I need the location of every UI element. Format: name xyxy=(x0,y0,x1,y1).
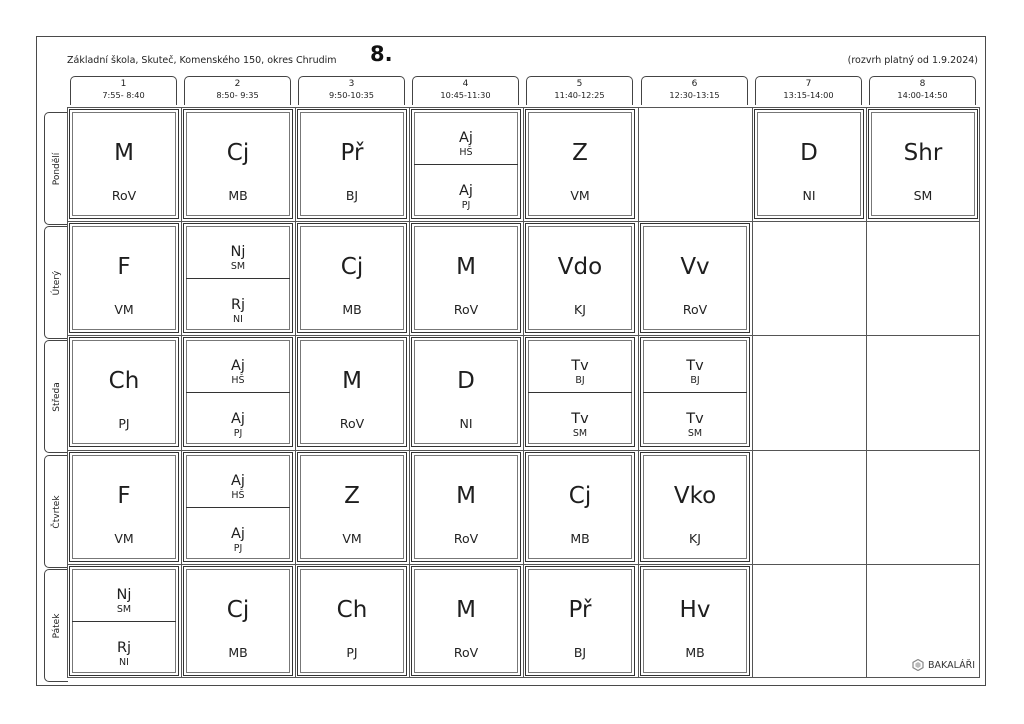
lesson-cell xyxy=(297,452,407,562)
group-teacher: BJ xyxy=(690,375,700,386)
lesson-teacher: NI xyxy=(459,416,473,431)
lesson-subject: D xyxy=(800,140,818,166)
day-name: Středa xyxy=(51,381,62,412)
lesson-subject: M xyxy=(456,254,476,280)
lesson-cell xyxy=(69,337,179,447)
brand-label: BAKALÁŘI xyxy=(928,659,975,671)
lesson-cell xyxy=(411,452,521,562)
lesson-teacher: RoV xyxy=(453,531,479,546)
group-divider xyxy=(186,278,290,279)
day-name: Čtvrtek xyxy=(51,494,62,529)
lesson-teacher: KJ xyxy=(574,302,586,317)
lesson-cell xyxy=(640,566,750,676)
group-subject: Rj xyxy=(116,640,132,656)
day-name: Úterý xyxy=(51,270,62,295)
period-time: 14:00-14:50 xyxy=(897,90,948,100)
period-time: 12:30-13:15 xyxy=(669,90,720,100)
split-lesson-cell xyxy=(411,109,521,219)
period-number: 3 xyxy=(348,79,355,89)
day-label-5 xyxy=(44,569,68,682)
group-divider xyxy=(643,392,747,393)
day-name: Pondělí xyxy=(51,152,62,185)
lesson-teacher: MB xyxy=(570,531,590,546)
lesson-subject: M xyxy=(456,483,476,509)
grid-col-line xyxy=(752,107,753,678)
group-teacher: SM xyxy=(687,428,703,439)
lesson-subject: Ch xyxy=(108,368,140,394)
period-number: 7 xyxy=(805,79,812,89)
lesson-teacher: BJ xyxy=(573,645,587,660)
group-subject: Tv xyxy=(571,411,589,427)
validity-note: (rozvrh platný od 1.9.2024) xyxy=(847,55,978,66)
group-subject: Rj xyxy=(230,297,246,313)
group-teacher: PJ xyxy=(233,543,243,554)
group-subject: Aj xyxy=(459,183,473,199)
group-teacher: NI xyxy=(233,314,243,325)
grid-col-line xyxy=(409,107,410,678)
lesson-cell xyxy=(411,337,521,447)
period-header-6 xyxy=(641,76,748,105)
lesson-cell xyxy=(868,109,978,219)
lesson-teacher: RoV xyxy=(682,302,708,317)
group-subject: Nj xyxy=(230,244,246,260)
lesson-subject: Shr xyxy=(903,140,943,166)
lesson-cell xyxy=(411,566,521,676)
lesson-teacher: VM xyxy=(342,531,362,546)
grid-col-line xyxy=(866,107,867,678)
grid-col-line xyxy=(295,107,296,678)
lesson-cell xyxy=(754,109,864,219)
day-name: Pátek xyxy=(51,613,62,638)
lesson-cell xyxy=(640,452,750,562)
lesson-subject: Ch xyxy=(336,597,368,623)
period-header-7 xyxy=(755,76,862,105)
lesson-subject: M xyxy=(114,140,134,166)
group-teacher: PJ xyxy=(461,200,471,211)
lesson-subject: Vv xyxy=(680,254,710,280)
lesson-teacher: SM xyxy=(913,188,933,203)
split-lesson-cell xyxy=(525,337,635,447)
lesson-subject: Př xyxy=(568,597,592,623)
group-divider xyxy=(528,392,632,393)
period-header-8 xyxy=(869,76,976,105)
period-time: 13:15-14:00 xyxy=(783,90,834,100)
group-divider xyxy=(72,621,176,622)
group-subject: Tv xyxy=(686,358,704,374)
lesson-cell xyxy=(297,109,407,219)
day-label-4 xyxy=(44,455,68,568)
group-subject: Aj xyxy=(231,473,245,489)
group-divider xyxy=(186,392,290,393)
grid-col-line xyxy=(523,107,524,678)
lesson-teacher: PJ xyxy=(346,645,358,660)
group-teacher: PJ xyxy=(233,428,243,439)
period-number: 4 xyxy=(462,79,469,89)
group-subject: Tv xyxy=(686,411,704,427)
lesson-cell xyxy=(297,223,407,333)
group-teacher: NI xyxy=(119,657,129,668)
lesson-cell xyxy=(411,223,521,333)
period-header-5 xyxy=(526,76,633,105)
split-lesson-cell xyxy=(640,337,750,447)
lesson-teacher: RoV xyxy=(111,188,137,203)
lesson-subject: Cj xyxy=(340,254,364,280)
lesson-subject: M xyxy=(456,597,476,623)
lesson-cell xyxy=(69,223,179,333)
lesson-cell xyxy=(297,337,407,447)
split-lesson-cell xyxy=(183,452,293,562)
lesson-subject: Př xyxy=(340,140,364,166)
group-subject: Nj xyxy=(116,587,132,603)
lesson-cell xyxy=(69,109,179,219)
period-header-3 xyxy=(298,76,405,105)
lesson-teacher: KJ xyxy=(689,531,701,546)
lesson-cell xyxy=(69,452,179,562)
lesson-teacher: VM xyxy=(114,531,134,546)
group-subject: Tv xyxy=(571,358,589,374)
group-teacher: BJ xyxy=(575,375,585,386)
period-header-2 xyxy=(184,76,291,105)
lesson-cell xyxy=(183,109,293,219)
group-teacher: HŠ xyxy=(459,147,473,158)
period-number: 5 xyxy=(576,79,583,89)
lesson-cell xyxy=(525,109,635,219)
group-teacher: HŠ xyxy=(231,490,245,501)
lesson-subject: M xyxy=(342,368,362,394)
lesson-teacher: BJ xyxy=(345,188,359,203)
period-number: 1 xyxy=(120,79,127,89)
lesson-cell xyxy=(183,566,293,676)
period-header-1 xyxy=(70,76,177,105)
split-lesson-cell xyxy=(183,223,293,333)
group-subject: Aj xyxy=(231,411,245,427)
lesson-teacher: PJ xyxy=(118,416,130,431)
period-time: 11:40-12:25 xyxy=(554,90,605,100)
period-header-4 xyxy=(412,76,519,105)
group-teacher: SM xyxy=(572,428,588,439)
lesson-teacher: VM xyxy=(114,302,134,317)
lesson-cell xyxy=(297,566,407,676)
lesson-subject: Vdo xyxy=(557,254,603,280)
school-name: Základní škola, Skuteč, Komenského 150, okres Chrudim xyxy=(67,55,337,66)
group-divider xyxy=(414,164,518,165)
day-label-1 xyxy=(44,112,68,225)
day-label-3 xyxy=(44,340,68,453)
lesson-teacher: RoV xyxy=(453,302,479,317)
lesson-subject: F xyxy=(117,254,131,280)
period-time: 7:55- 8:40 xyxy=(102,90,145,100)
group-subject: Aj xyxy=(459,130,473,146)
grid-col-line xyxy=(638,107,639,678)
period-time: 9:50-10:35 xyxy=(329,90,374,100)
lesson-teacher: VM xyxy=(570,188,590,203)
group-teacher: HŠ xyxy=(231,375,245,386)
lesson-subject: Cj xyxy=(226,140,250,166)
lesson-subject: F xyxy=(117,483,131,509)
day-label-2 xyxy=(44,226,68,339)
split-lesson-cell xyxy=(183,337,293,447)
group-divider xyxy=(186,507,290,508)
lesson-teacher: NI xyxy=(802,188,816,203)
lesson-cell xyxy=(525,452,635,562)
period-number: 6 xyxy=(691,79,698,89)
lesson-subject: D xyxy=(457,368,475,394)
lesson-subject: Vko xyxy=(673,483,717,509)
lesson-cell xyxy=(640,223,750,333)
period-time: 10:45-11:30 xyxy=(440,90,491,100)
lesson-teacher: RoV xyxy=(453,645,479,660)
lesson-subject: Cj xyxy=(226,597,250,623)
lesson-cell xyxy=(525,566,635,676)
lesson-teacher: MB xyxy=(342,302,362,317)
group-subject: Aj xyxy=(231,526,245,542)
group-teacher: SM xyxy=(230,261,246,272)
lesson-subject: Z xyxy=(344,483,360,509)
lesson-subject: Cj xyxy=(568,483,592,509)
bakalari-logo-icon xyxy=(912,659,924,671)
lesson-subject: Hv xyxy=(679,597,711,623)
period-number: 8 xyxy=(919,79,926,89)
group-subject: Aj xyxy=(231,358,245,374)
lesson-teacher: RoV xyxy=(339,416,365,431)
period-number: 2 xyxy=(234,79,241,89)
brand-logo xyxy=(912,659,975,671)
class-name: 8. xyxy=(370,42,393,66)
split-lesson-cell xyxy=(69,566,179,676)
lesson-teacher: MB xyxy=(228,188,248,203)
lesson-cell xyxy=(525,223,635,333)
period-time: 8:50- 9:35 xyxy=(216,90,259,100)
lesson-subject: Z xyxy=(572,140,588,166)
lesson-teacher: MB xyxy=(228,645,248,660)
grid-col-line xyxy=(181,107,182,678)
lesson-teacher: MB xyxy=(685,645,705,660)
group-teacher: SM xyxy=(116,604,132,615)
